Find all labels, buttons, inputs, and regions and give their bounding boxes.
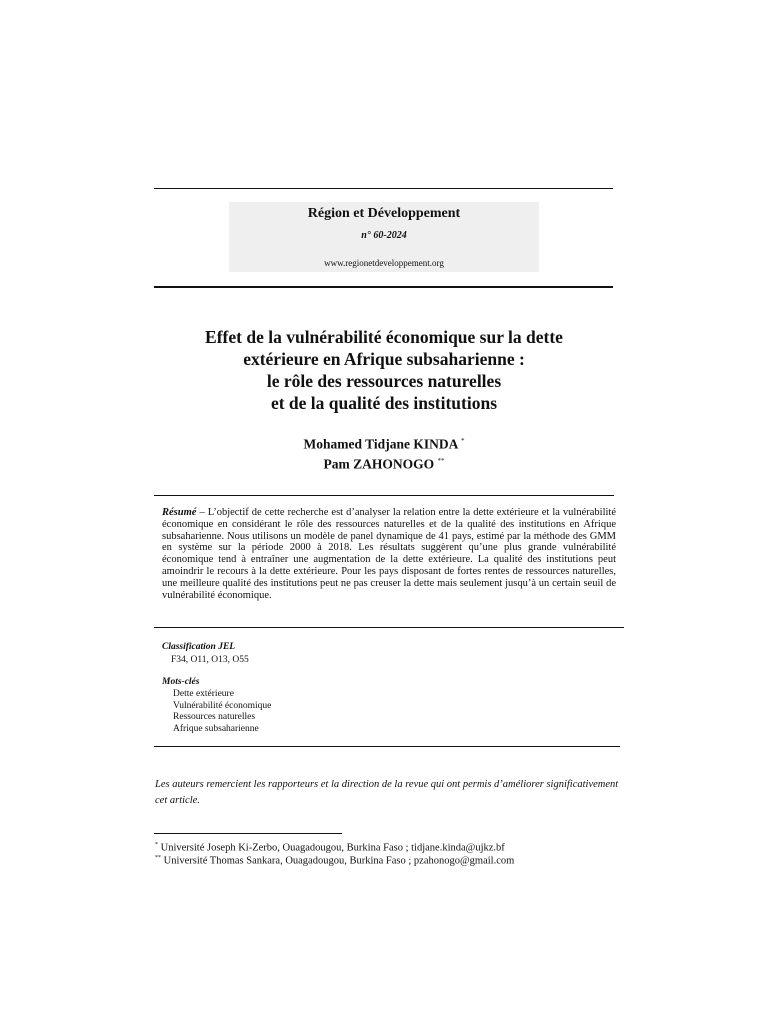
author <box>150 453 618 473</box>
title-line: le rôle des ressources naturelles <box>266 371 502 391</box>
abstract-top-rule <box>154 495 614 496</box>
keyword: Afrique subsaharienne <box>173 723 259 734</box>
abstract-text: – L’objectif de cette recherche est d’analyser la relation entre la dette extérieure et la vulnérabilité économique en considérant le rôle des ressources naturelles et de la qualité des institutions en Afrique subsaharienne. Nous utilisons un modèle de panel dynamique de 41 pays, estimé par la méthode des GMM en système sur la période 2000 à 2018. Les résultats suggèrent qu’une plus grande vulnérabilité économique tend à entraîner une augmentation de la dette extérieure. La qualité des institutions peut amoindrir le recours à la dette extérieure. Pour les pays disposant de fortes rentes de ressources naturelles, une meilleure qualité des institutions peut ne pas creuser la dette mais seulement jusqu’à un certain seuil de vulnérabilité économique. <box>162 507 616 601</box>
jel-codes: F34, O11, O13, O55 <box>171 655 249 665</box>
abstract-bottom-rule <box>154 627 624 628</box>
header-top-rule <box>154 188 613 189</box>
keywords-bottom-rule <box>154 746 620 747</box>
keyword: Ressources naturelles <box>173 712 256 722</box>
keyword: Dette extérieure <box>173 689 234 699</box>
title-line: Effet de la vulnérabilité économique sur la dette <box>205 327 563 347</box>
abstract-label: Résumé <box>162 507 197 518</box>
article-title <box>150 326 618 414</box>
acknowledgement: Les auteurs remercient les rapporteurs et la direction de la revue qui ont permis d’améliorer significativement cet article. <box>155 779 619 806</box>
journal-header-box <box>229 202 539 272</box>
journal-issue: n° 60-2024 <box>361 230 407 241</box>
footnote-rule <box>154 833 342 834</box>
footnote-mark: * <box>155 842 158 848</box>
author-list <box>150 433 618 472</box>
title-line: extérieure en Afrique subsaharienne : <box>243 349 525 369</box>
keyword: Vulnérabilité économique <box>173 700 272 711</box>
author <box>150 433 618 453</box>
header-bottom-rule <box>154 286 613 288</box>
footnote-mark: ** <box>155 855 161 861</box>
author-name: Pam ZAHONOGO <box>323 456 435 471</box>
footnote-text: Université Joseph Ki-Zerbo, Ouagadougou, Burkina Faso ; tidjane.kinda@ujkz.bf <box>158 842 505 854</box>
journal-name: Région et Développement <box>307 206 461 221</box>
author-footnote-mark: * <box>460 437 465 445</box>
jel-label: Classification JEL <box>162 642 236 652</box>
keywords-list <box>173 689 271 735</box>
abstract <box>162 507 616 601</box>
footnote-text: Université Thomas Sankara, Ouagadougou, Burkina Faso ; pzahonogo@gmail.com <box>161 855 515 867</box>
title-line: et de la qualité des institutions <box>270 393 498 413</box>
author-footnote-mark: ** <box>437 456 445 465</box>
author-name: Mohamed Tidjane KINDA <box>303 436 458 452</box>
footnote <box>155 852 514 868</box>
keywords-label: Mots-clés <box>162 677 200 687</box>
journal-url[interactable]: www.regionetdeveloppement.org <box>324 258 444 268</box>
